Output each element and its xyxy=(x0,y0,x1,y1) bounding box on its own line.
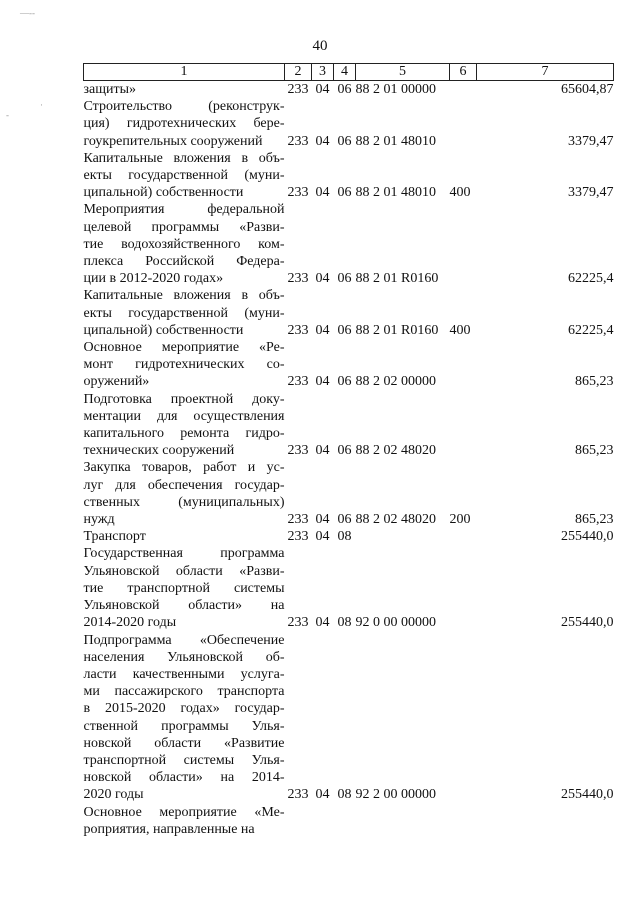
row-name xyxy=(84,287,285,339)
row-name-line: Капитальные вложения в объ- xyxy=(83,288,285,304)
target-item-code: 92 0 00 00000 xyxy=(355,615,436,631)
expense-type-code xyxy=(450,201,477,287)
amount: 865,23 xyxy=(575,443,614,459)
row-name-line: Ульяновской области» на xyxy=(83,598,285,614)
row-name-line: ция) гидротехнических бере- xyxy=(83,116,285,132)
row-name-line: населения Ульяновской об- xyxy=(83,649,285,665)
row-name-line: тие водохозяйственного ком- xyxy=(83,236,285,252)
row-name-line: ственных (муниципальных) xyxy=(83,494,285,510)
ministry-code xyxy=(285,804,312,838)
row-name-line: транспортной системы Улья- xyxy=(83,752,285,768)
subsection-code: 06 xyxy=(337,322,352,338)
column-header-row xyxy=(84,64,614,81)
row-name-line: новской области «Развитие xyxy=(83,735,285,751)
section-code: 04 xyxy=(315,529,330,545)
subsection-code: 08 xyxy=(337,529,352,545)
amount: 255440,0 xyxy=(561,529,614,545)
section-code xyxy=(312,804,334,838)
target-item-code: 88 2 01 48010 xyxy=(355,185,436,201)
table-row xyxy=(84,528,614,545)
row-name-line: ментации для осуществления xyxy=(83,408,285,424)
amount: 865,23 xyxy=(575,374,614,390)
amount: 255440,0 xyxy=(561,615,614,631)
row-name-line: Основное мероприятие «Ре- xyxy=(83,340,285,356)
section-code: 04 xyxy=(315,787,330,803)
section-code: 04 xyxy=(315,512,330,528)
section-code: 04 xyxy=(315,443,330,459)
row-name-line: защиты» xyxy=(83,82,137,97)
table-row xyxy=(84,150,614,202)
target-item-code: 88 2 01 48010 xyxy=(355,133,436,149)
subsection-code xyxy=(334,804,356,838)
row-name-line: екты государственной (муни- xyxy=(83,305,285,321)
section-code: 04 xyxy=(315,185,330,201)
row-name xyxy=(84,339,285,391)
ministry-code: 233 xyxy=(287,374,309,390)
subsection-code: 08 xyxy=(337,787,352,803)
row-name xyxy=(84,632,285,804)
subsection-code: 06 xyxy=(337,82,352,97)
row-name xyxy=(84,545,285,631)
column-header: 4 xyxy=(334,64,356,81)
row-name xyxy=(84,459,285,528)
scan-mark: —‐‑ xyxy=(20,8,35,18)
row-name-line: технических сооружений xyxy=(83,443,235,459)
target-item-code: 88 2 02 00000 xyxy=(355,374,436,390)
target-item-code: 88 2 01 00000 xyxy=(355,82,436,97)
expense-type-code: 400 xyxy=(449,185,471,201)
column-header: 5 xyxy=(356,64,450,81)
row-name-line: плекса Российской Федера- xyxy=(83,254,285,270)
row-name xyxy=(84,201,285,287)
row-name-line: 2020 годы xyxy=(83,787,144,803)
target-item-code: 92 2 00 00000 xyxy=(355,787,436,803)
amount: 865,23 xyxy=(575,512,614,528)
ministry-code: 233 xyxy=(287,133,309,149)
subsection-code: 06 xyxy=(337,271,352,287)
section-code: 04 xyxy=(315,322,330,338)
row-name-line: Капитальные вложения в объ- xyxy=(83,150,285,166)
row-name-line: ципальной) собственности xyxy=(83,322,244,338)
ministry-code: 233 xyxy=(287,787,309,803)
ministry-code: 233 xyxy=(287,443,309,459)
table-row xyxy=(84,81,614,99)
expense-type-code xyxy=(450,804,477,838)
row-name-line: Мероприятия федеральной xyxy=(83,202,285,218)
amount: 255440,0 xyxy=(561,787,614,803)
subsection-code: 06 xyxy=(337,133,352,149)
amount: 65604,87 xyxy=(561,82,614,97)
expense-type-code xyxy=(450,545,477,631)
column-header: 6 xyxy=(450,64,477,81)
row-name-line: Строительство (реконструк- xyxy=(83,99,285,115)
table-row xyxy=(84,545,614,631)
expense-type-code: 400 xyxy=(449,322,471,338)
column-header: 2 xyxy=(285,64,312,81)
row-name-line: ственной программы Улья- xyxy=(83,718,285,734)
table-row xyxy=(84,804,614,838)
column-header: 7 xyxy=(477,64,614,81)
row-name-line: новской области» на 2014- xyxy=(83,770,285,786)
row-name xyxy=(84,804,285,838)
subsection-code: 06 xyxy=(337,185,352,201)
target-item-code xyxy=(356,528,450,545)
row-name-line: капитального ремонта гидро- xyxy=(83,426,285,442)
target-item-code: 88 2 01 R0160 xyxy=(355,271,439,287)
row-name-line: нужд xyxy=(83,512,115,528)
row-name-line: ципальной) собственности xyxy=(83,185,244,201)
amount: 62225,4 xyxy=(568,322,614,338)
column-header: 3 xyxy=(312,64,334,81)
ministry-code: 233 xyxy=(287,322,309,338)
row-name-line: оружений» xyxy=(83,374,150,390)
table-row xyxy=(84,201,614,287)
row-name-line: Основное мероприятие «Ме- xyxy=(83,804,285,820)
expense-type-code xyxy=(450,339,477,391)
row-name-line: Подпрограмма «Обеспечение xyxy=(83,632,285,648)
section-code: 04 xyxy=(315,615,330,631)
amount: 3379,47 xyxy=(568,185,614,201)
section-code: 04 xyxy=(315,133,330,149)
row-name-line: ласти качественными услуга- xyxy=(83,666,285,682)
row-name-line: монт гидротехнических со- xyxy=(83,357,285,373)
row-name-line: целевой программы «Разви- xyxy=(83,219,285,235)
expense-type-code xyxy=(450,98,477,150)
column-header: 1 xyxy=(84,64,285,81)
amount: 3379,47 xyxy=(568,133,614,149)
section-code: 04 xyxy=(315,374,330,390)
expense-type-code xyxy=(450,81,477,99)
section-code: 04 xyxy=(315,271,330,287)
budget-table xyxy=(83,63,614,838)
row-name-line: ции в 2012-2020 годах» xyxy=(83,271,224,287)
row-name-line: тие транспортной системы xyxy=(83,580,285,596)
expense-type-code xyxy=(450,528,477,545)
table-row xyxy=(84,459,614,528)
table-row xyxy=(84,632,614,804)
row-name-line: гоукрепительных сооружений xyxy=(83,133,263,149)
scan-mark: - xyxy=(6,110,9,120)
subsection-code: 06 xyxy=(337,512,352,528)
table-row xyxy=(84,339,614,391)
row-name-line: Подготовка проектной доку- xyxy=(83,391,285,407)
scan-mark: · xyxy=(40,100,43,110)
row-name-line: екты государственной (муни- xyxy=(83,168,285,184)
row-name xyxy=(84,528,285,545)
row-name-line: роприятия, направленные на xyxy=(83,821,255,837)
row-name-line: Закупка товаров, работ и ус- xyxy=(83,460,285,476)
ministry-code: 233 xyxy=(287,271,309,287)
row-name xyxy=(84,391,285,460)
row-name xyxy=(84,150,285,202)
subsection-code: 06 xyxy=(337,443,352,459)
row-name-line: Транспорт xyxy=(83,529,146,545)
row-name-line: Государственная программа xyxy=(83,546,285,562)
ministry-code: 233 xyxy=(287,512,309,528)
row-name-line: луг для обеспечения государ- xyxy=(83,477,285,493)
row-name-line: в 2015-2020 годах» государ- xyxy=(83,701,285,717)
row-name-line: ми пассажирского транспорта xyxy=(83,684,285,700)
table-row xyxy=(84,391,614,460)
ministry-code: 233 xyxy=(287,529,309,545)
target-item-code xyxy=(356,804,450,838)
page-number: 40 xyxy=(312,38,328,54)
table-row xyxy=(84,98,614,150)
expense-type-code xyxy=(450,391,477,460)
target-item-code: 88 2 01 R0160 xyxy=(355,322,439,338)
amount: 62225,4 xyxy=(568,271,614,287)
row-name xyxy=(84,98,285,150)
row-name-line: 2014-2020 годы xyxy=(83,615,177,631)
subsection-code: 06 xyxy=(337,374,352,390)
expense-type-code: 200 xyxy=(449,512,471,528)
expense-type-code xyxy=(450,632,477,804)
section-code: 04 xyxy=(315,82,330,97)
row-name-line: Ульяновской области «Разви- xyxy=(83,563,285,579)
amount xyxy=(477,804,614,838)
target-item-code: 88 2 02 48020 xyxy=(355,443,436,459)
row-name xyxy=(84,81,285,99)
subsection-code: 08 xyxy=(337,615,352,631)
table-row xyxy=(84,287,614,339)
ministry-code: 233 xyxy=(287,185,309,201)
ministry-code: 233 xyxy=(287,615,309,631)
target-item-code: 88 2 02 48020 xyxy=(355,512,436,528)
ministry-code: 233 xyxy=(287,82,309,97)
